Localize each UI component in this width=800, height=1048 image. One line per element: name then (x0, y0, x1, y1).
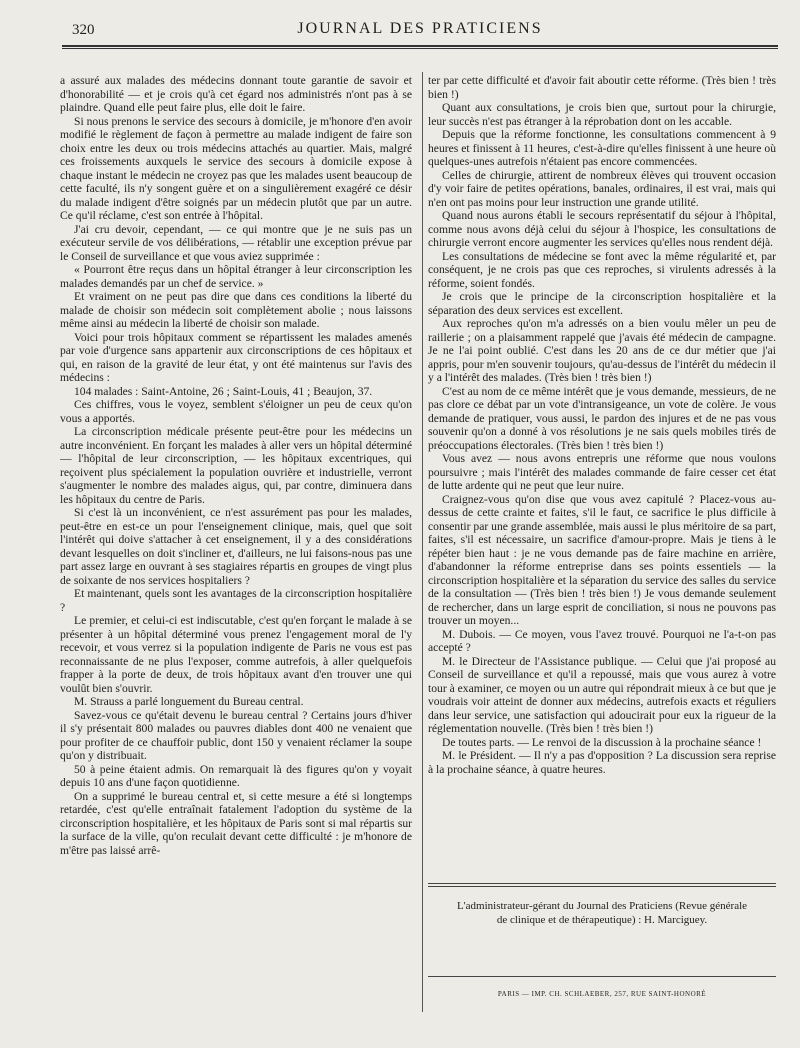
right-column (428, 74, 776, 864)
paragraph: 50 à peine étaient admis. On remarquait là des figures qu'on y voyait depuis 10 ans d'une façon quotidienne. (60, 762, 412, 789)
paragraph: C'est au nom de ce même intérêt que je vous demande, messieurs, de ne pas clore ce débat par un vote d'intransigeance, un vote de colère. Je vous demande de pratiquer, vous aussi, le pardon des injures et de ne pas vous souvenir qu'on a donné à vos résolutions je ne sais quels mobiles tirés de préoccupations électorales. (Très bien ! très bien !) (428, 384, 776, 452)
credit-line-1: L'administrateur-gérant du Journal des Praticiens (Revue générale (456, 900, 748, 912)
paragraph: On a supprimé le bureau central et, si cette mesure a été si longtemps retardée, c'est qu'elle entraînait fatalement l'adoption du système de la circonscription hospitalière, et les hôpitaux de Paris sont si mal répartis sur la surface de la ville, qu'on reculait devant cette difficulté : je m'honore de m'être pas laissé arrê- (60, 789, 412, 857)
paragraph: La circonscription médicale présente peut-être pour les médecins un autre inconvénient. En forçant les malades à aller vers un hôpital déterminé — l'hôpital de leur circonscription, — les hôpitaux excentriques, qui reçoivent plus spécialement la population ouvrière et industrielle, verront s'augmenter le nombre des malades aigus, qui, par contre, diminuera dans les hôpitaux du centre de Paris. (60, 425, 412, 506)
paragraph: 104 malades : Saint-Antoine, 26 ; Saint-Louis, 41 ; Beaujon, 37. (74, 384, 373, 398)
paragraph: ter par cette difficulté et d'avoir fait aboutir cette réforme. (Très bien ! très bien !) (428, 74, 776, 101)
paragraph: Et maintenant, quels sont les avantages de la circonscription hospitalière ? (60, 587, 412, 614)
header-rule (62, 45, 778, 47)
paragraph: Aux reproches qu'on m'a adressés on a bien voulu mêler un peu de raillerie ; on a plaisamment rappelé que j'avais été médecin de campagne. Je ne l'ai point oublié. C'est dans les 20 ans de ce dur métier que j'ai appris, pour m'en souvenir toujours, qu'au-dessus de l'intérêt du médecin il y a l'intérêt des malades. (Très bien ! très bien !) (428, 317, 776, 384)
paragraph: Celles de chirurgie, attirent de nombreux élèves qui trouvent occasion d'y voir faire de petites opérations, banales, ordinaires, il est vrai, mais qui n'en ont pas moins pour leur instruction une grande utilité. (428, 168, 776, 209)
paragraph: Et vraiment on ne peut pas dire que dans ces conditions la liberté du malade de choisir son médecin soit complètement abolie ; nous laissons même ainsi au médecin la liberté de choisir son malade. (60, 290, 412, 330)
paragraph: Quand nous aurons établi le secours représentatif du séjour à l'hôpital, comme nous avons déjà celui du séjour à l'hospice, les consultations de chirurgie verront encore augmenter les services qu'elles nous rendent déjà. (428, 209, 776, 249)
paragraph: Quant aux consultations, je crois bien que, surtout pour la chirurgie, leur succès n'est pas étranger à la réprobation dont on les accable. (428, 101, 776, 128)
page-number: 320 (72, 22, 95, 38)
paragraph: Le premier, et celui-ci est indiscutable, c'est qu'en forçant le malade à se présenter à un hôpital déterminé vous prenez l'engagement moral de l'y recevoir, et vous verrez si la population indigente de Paris ne vous est pas reconnaissante de ne plus l'exposer, comme autrefois, à aller quelquefois frapper à la porte de deux, de trois hôpitaux avant d'en trouver une qui voulût bien s'ouvrir. (60, 614, 412, 695)
paragraph: Si c'est là un inconvénient, ce n'est assurément pas pour les malades, peut-être en est-ce un pour l'enseignement clinique, mais, quel que soit l'intérêt qui doive s'attacher à cet enseignement, il y a des considérations devant lesquelles on doit s'incliner et, d'ailleurs, ne lui faisons-nous pas une part assez large en ouvrant à ses stagiaires répartis en groupes de vingt plus de soixante de nos services hospitaliers ? (60, 506, 412, 587)
paragraph: Ces chiffres, vous le voyez, semblent s'éloigner un peu de ceux qu'on vous a apportés. (60, 398, 412, 425)
paragraph: Depuis que la réforme fonctionne, les consultations commencent à 9 heures et finissent à 11 heures, c'est-à-dire qu'elles finissent à une heure où quelques-unes autrefois n'étaient pas encore commencées. (428, 128, 776, 168)
paragraph: M. Strauss a parlé longuement du Bureau central. (74, 695, 304, 708)
left-column (60, 74, 412, 1016)
paragraph: Les consultations de médecine se font avec la même régularité et, par conséquent, je ne crois pas que ces reproches, si virulents adressés à la réforme, soient fondés. (428, 249, 776, 290)
paragraph: Voici pour trois hôpitaux comment se répartissent les malades amenés par voie d'urgence sans appartenir aux circonscriptions de ces hôpitaux et qui, en raison de la gravité de leur état, y ont été maintenus sur l'avis des médecins : (60, 330, 412, 384)
paragraph: De toutes parts. — Le renvoi de la discussion à la prochaine séance ! (442, 735, 762, 749)
footer-rule-thin (428, 886, 776, 887)
paragraph: Craignez-vous qu'on dise que vous avez capitulé ? Placez-vous au-dessus de cette crainte et faites, s'il le faut, ce sacrifice le plus difficile à consentir par une grande assemblée, mais aussi le plus méritoire de sa part, faites, s'il est nécessaire, un sacrifice d'amour-propre. Mais je tiens à le répéter bien haut : je ne vous demande pas de faire machine en arrière, d'abandonner la réforme entreprise dans ses points essentiels — la circonscription hospitalière et la séparation du service des salles du service de la consultation — (Très bien ! très bien !) Je vous demande seulement de rechercher, dans un large esprit de conciliation, si nous ne pouvons pas trouver un moyen... (428, 492, 776, 627)
paragraph: a assuré aux malades des médecins donnant toute garantie de savoir et d'honorabilité — et je crois qu'à cet égard nos administrés n'ont pas à se plaindre. Quand elle peut faire plus, elle doit le faire. (60, 74, 412, 114)
printer-rule (428, 976, 776, 977)
paragraph: Je crois que le principe de la circonscription hospitalière et la séparation des deux services est excellent. (428, 290, 776, 317)
journal-title: JOURNAL DES PRATICIENS (297, 20, 543, 37)
paragraph: Si nous prenons le service des secours à domicile, je m'honore d'en avoir modifié le règlement de façon à permettre au malade indigent de faire son choix entre les deux ou trois médecins attachés au quartier. Mais, malgré ces froissements auxquels le service des secours à domicile expose à chaque instant le médecin ne croyez pas que les malades usent beaucoup de cette faculté, ils n'y songent guère et on a singulièrement exagéré ce désir du malade indigent d'être soignés par un médecin plutôt que par un autre. Ce qu'il réclame, c'est son entrée à l'hôpital. (60, 114, 412, 222)
paragraph: M. le Président. — Il n'y a pas d'opposition ? La discussion sera reprise à la prochaine séance, à quatre heures. (428, 749, 776, 776)
paragraph: Savez-vous ce qu'était devenu le bureau central ? Certains jours d'hiver il s'y présentait 800 malades ou pauvres diables dont 400 ne venaient que pour profiter de ce chauffoir public, dont 150 y venaient réclamer la soupe qu'on y distribuait. (60, 708, 412, 762)
paragraph: J'ai cru devoir, cependant, — ce qui montre que je ne suis pas un exécuteur servile de vos délibérations, — rétablir une exception prévue par le Conseil de surveillance et que vous aviez supprimée : (60, 222, 412, 263)
page-header (62, 20, 778, 44)
paragraph: M. le Directeur de l'Assistance publique. — Celui que j'ai proposé au Conseil de surveillance et qu'il a repoussé, mais que vous aurez à votre tour à examiner, ce moyen ou un autre qui répondrait mieux à ce but que je voudrais voir atteint de donner aux médecins, autrefois exacts et réguliers dans leur service, une satisfaction qui adoucirait pour eux la rigueur de la réglementation nouvelle. (Très bien ! très bien !) (428, 654, 776, 735)
paragraph: M. Dubois. — Ce moyen, vous l'avez trouvé. Pourquoi ne l'a-t-on pas accepté ? (428, 627, 776, 654)
printer-line: PARIS — IMP. CH. SCHLAEBER, 257, RUE SAINT-HONORÉ (497, 990, 707, 998)
column-divider (422, 72, 423, 1012)
paragraph: « Pourront être reçus dans un hôpital étranger à leur circonscription les malades demandés par un chef de service. » (60, 263, 412, 290)
credit-line-2: de clinique et de thérapeutique) : H. Marciguey. (496, 913, 708, 926)
header-rule-thin (62, 48, 778, 49)
footer-rule (428, 883, 776, 884)
publisher-credit (428, 900, 776, 927)
paragraph: Vous avez — nous avons entrepris une réforme que nous voulons poursuivre ; mais l'intérêt des malades commande de faire cesser cet état de lutte ardente qui ne peut que leur nuire. (428, 452, 776, 492)
